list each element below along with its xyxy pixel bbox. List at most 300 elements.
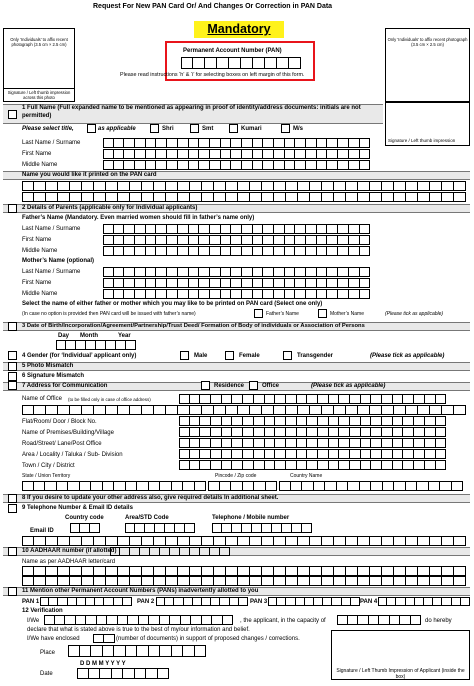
char-box[interactable]: [274, 289, 285, 299]
char-box[interactable]: [406, 192, 418, 202]
father-last-input[interactable]: [103, 224, 370, 234]
char-box[interactable]: [371, 438, 382, 448]
char-box[interactable]: [263, 246, 274, 256]
char-box[interactable]: [135, 278, 146, 288]
char-box[interactable]: [214, 192, 226, 202]
char-box[interactable]: [361, 394, 372, 404]
char-box[interactable]: [274, 138, 285, 148]
char-box[interactable]: [277, 57, 289, 69]
char-box[interactable]: [291, 481, 303, 491]
char-box[interactable]: [142, 536, 154, 546]
char-box[interactable]: [454, 192, 466, 202]
char-box[interactable]: [436, 449, 447, 459]
char-box[interactable]: [307, 460, 318, 470]
s6-margin-checkbox[interactable]: [8, 372, 17, 381]
char-box[interactable]: [317, 235, 328, 245]
char-box[interactable]: [124, 267, 135, 277]
char-box[interactable]: [167, 160, 178, 170]
smt-checkbox[interactable]: [190, 124, 199, 133]
char-box[interactable]: [210, 160, 221, 170]
char-box[interactable]: [254, 481, 266, 491]
char-box[interactable]: [265, 57, 277, 69]
char-box[interactable]: [339, 449, 350, 459]
char-box[interactable]: [226, 181, 238, 191]
char-box[interactable]: [382, 566, 394, 576]
char-box[interactable]: [179, 460, 190, 470]
char-box[interactable]: [178, 405, 190, 415]
char-box[interactable]: [178, 149, 189, 159]
char-box[interactable]: [318, 449, 329, 459]
char-box[interactable]: [114, 278, 125, 288]
char-box[interactable]: [221, 246, 232, 256]
char-box[interactable]: [211, 449, 222, 459]
char-box[interactable]: [142, 576, 154, 586]
char-box[interactable]: [318, 427, 329, 437]
residence-checkbox[interactable]: [201, 381, 210, 390]
char-box[interactable]: [349, 160, 360, 170]
char-box[interactable]: [332, 597, 341, 606]
char-box[interactable]: [430, 405, 442, 415]
char-box[interactable]: [94, 576, 106, 586]
s2-margin-checkbox[interactable]: [8, 204, 17, 213]
char-box[interactable]: [295, 149, 306, 159]
char-box[interactable]: [393, 460, 404, 470]
char-box[interactable]: [181, 615, 192, 625]
char-box[interactable]: [231, 224, 242, 234]
char-box[interactable]: [221, 235, 232, 245]
char-box[interactable]: [310, 536, 322, 546]
mobile-input[interactable]: [212, 523, 312, 533]
char-box[interactable]: [382, 438, 393, 448]
char-box[interactable]: [403, 449, 414, 459]
char-box[interactable]: [461, 597, 470, 606]
char-box[interactable]: [348, 481, 360, 491]
capacity-input[interactable]: [337, 615, 421, 625]
char-box[interactable]: [221, 267, 232, 277]
char-box[interactable]: [44, 615, 55, 625]
char-box[interactable]: [414, 427, 425, 437]
char-box[interactable]: [190, 438, 201, 448]
char-box[interactable]: [210, 224, 221, 234]
char-box[interactable]: [179, 438, 190, 448]
char-box[interactable]: [46, 576, 58, 586]
char-box[interactable]: [262, 523, 272, 533]
char-box[interactable]: [70, 566, 82, 576]
char-box[interactable]: [156, 278, 167, 288]
char-box[interactable]: [126, 481, 138, 491]
char-box[interactable]: [221, 149, 232, 159]
country-code-input[interactable]: [70, 523, 100, 533]
char-box[interactable]: [137, 481, 149, 491]
char-box[interactable]: [339, 394, 350, 404]
char-box[interactable]: [135, 523, 145, 533]
char-box[interactable]: [114, 138, 125, 148]
char-box[interactable]: [222, 416, 233, 426]
char-box[interactable]: [298, 576, 310, 586]
char-box[interactable]: [70, 523, 80, 533]
char-box[interactable]: [322, 566, 334, 576]
char-box[interactable]: [130, 536, 142, 546]
mother-name-checkbox[interactable]: [318, 309, 327, 318]
char-box[interactable]: [221, 289, 232, 299]
char-box[interactable]: [452, 597, 461, 606]
char-box[interactable]: [116, 340, 126, 350]
char-box[interactable]: [425, 438, 436, 448]
char-box[interactable]: [275, 438, 286, 448]
char-box[interactable]: [285, 267, 296, 277]
char-box[interactable]: [360, 267, 371, 277]
char-box[interactable]: [128, 615, 139, 625]
char-box[interactable]: [306, 149, 317, 159]
char-box[interactable]: [94, 181, 106, 191]
char-box[interactable]: [76, 340, 86, 350]
char-box[interactable]: [91, 645, 103, 657]
char-box[interactable]: [135, 138, 146, 148]
char-box[interactable]: [118, 576, 130, 586]
char-box[interactable]: [199, 224, 210, 234]
s5-margin-checkbox[interactable]: [8, 362, 17, 371]
char-box[interactable]: [231, 149, 242, 159]
char-box[interactable]: [262, 566, 274, 576]
char-box[interactable]: [189, 289, 200, 299]
char-box[interactable]: [254, 416, 265, 426]
char-box[interactable]: [393, 438, 404, 448]
char-box[interactable]: [70, 181, 82, 191]
char-box[interactable]: [140, 547, 150, 556]
char-box[interactable]: [295, 235, 306, 245]
char-box[interactable]: [130, 576, 142, 586]
first-name-input[interactable]: [103, 149, 370, 159]
char-box[interactable]: [166, 536, 178, 546]
char-box[interactable]: [253, 289, 264, 299]
char-box[interactable]: [346, 566, 358, 576]
char-box[interactable]: [103, 289, 114, 299]
char-box[interactable]: [454, 576, 466, 586]
char-box[interactable]: [414, 416, 425, 426]
char-box[interactable]: [350, 416, 361, 426]
mother-first-input[interactable]: [103, 278, 370, 288]
char-box[interactable]: [349, 278, 360, 288]
char-box[interactable]: [327, 224, 338, 234]
char-box[interactable]: [360, 278, 371, 288]
char-box[interactable]: [265, 438, 276, 448]
char-box[interactable]: [149, 645, 161, 657]
char-box[interactable]: [295, 224, 306, 234]
char-box[interactable]: [387, 597, 396, 606]
char-box[interactable]: [298, 566, 310, 576]
char-box[interactable]: [263, 289, 274, 299]
char-box[interactable]: [253, 246, 264, 256]
char-box[interactable]: [179, 394, 190, 404]
char-box[interactable]: [338, 235, 349, 245]
char-box[interactable]: [190, 576, 202, 586]
char-box[interactable]: [295, 138, 306, 148]
char-box[interactable]: [430, 536, 442, 546]
char-box[interactable]: [411, 615, 422, 625]
char-box[interactable]: [103, 224, 114, 234]
char-box[interactable]: [231, 235, 242, 245]
char-box[interactable]: [57, 481, 69, 491]
char-box[interactable]: [279, 481, 291, 491]
char-box[interactable]: [135, 149, 146, 159]
print-name-input-2[interactable]: [22, 192, 466, 202]
char-box[interactable]: [346, 536, 358, 546]
char-box[interactable]: [103, 246, 114, 256]
char-box[interactable]: [68, 481, 80, 491]
char-box[interactable]: [442, 405, 454, 415]
char-box[interactable]: [425, 427, 436, 437]
char-box[interactable]: [139, 615, 150, 625]
premises-input[interactable]: [179, 427, 446, 437]
char-box[interactable]: [285, 149, 296, 159]
s3-margin-checkbox[interactable]: [8, 322, 17, 331]
char-box[interactable]: [262, 405, 274, 415]
char-box[interactable]: [262, 181, 274, 191]
char-box[interactable]: [442, 181, 454, 191]
char-box[interactable]: [120, 547, 130, 556]
char-box[interactable]: [175, 523, 185, 533]
char-box[interactable]: [394, 181, 406, 191]
char-box[interactable]: [22, 405, 34, 415]
char-box[interactable]: [238, 576, 250, 586]
char-box[interactable]: [231, 246, 242, 256]
char-box[interactable]: [393, 416, 404, 426]
char-box[interactable]: [146, 235, 157, 245]
char-box[interactable]: [22, 192, 34, 202]
char-box[interactable]: [263, 138, 274, 148]
char-box[interactable]: [135, 289, 146, 299]
char-box[interactable]: [306, 289, 317, 299]
char-box[interactable]: [214, 181, 226, 191]
char-box[interactable]: [210, 235, 221, 245]
char-box[interactable]: [142, 405, 154, 415]
char-box[interactable]: [274, 566, 286, 576]
char-box[interactable]: [103, 149, 114, 159]
char-box[interactable]: [307, 416, 318, 426]
char-box[interactable]: [211, 438, 222, 448]
char-box[interactable]: [243, 416, 254, 426]
char-box[interactable]: [94, 566, 106, 576]
char-box[interactable]: [114, 597, 123, 606]
char-box[interactable]: [166, 566, 178, 576]
char-box[interactable]: [221, 278, 232, 288]
char-box[interactable]: [339, 460, 350, 470]
char-box[interactable]: [302, 481, 314, 491]
char-box[interactable]: [382, 536, 394, 546]
char-box[interactable]: [156, 267, 167, 277]
print-name-input-1[interactable]: [22, 181, 466, 191]
char-box[interactable]: [400, 615, 411, 625]
char-box[interactable]: [415, 597, 424, 606]
char-box[interactable]: [103, 645, 115, 657]
char-box[interactable]: [346, 192, 358, 202]
char-box[interactable]: [286, 536, 298, 546]
char-box[interactable]: [156, 160, 167, 170]
char-box[interactable]: [370, 576, 382, 586]
char-box[interactable]: [382, 181, 394, 191]
char-box[interactable]: [202, 536, 214, 546]
char-box[interactable]: [202, 192, 214, 202]
char-box[interactable]: [339, 416, 350, 426]
char-box[interactable]: [58, 566, 70, 576]
char-box[interactable]: [222, 460, 233, 470]
char-box[interactable]: [231, 278, 242, 288]
char-box[interactable]: [242, 149, 253, 159]
char-box[interactable]: [146, 668, 158, 679]
char-box[interactable]: [178, 289, 189, 299]
char-box[interactable]: [135, 235, 146, 245]
char-box[interactable]: [178, 566, 190, 576]
char-box[interactable]: [58, 192, 70, 202]
town-input[interactable]: [179, 460, 446, 470]
char-box[interactable]: [106, 340, 116, 350]
char-box[interactable]: [124, 235, 135, 245]
char-box[interactable]: [274, 192, 286, 202]
char-box[interactable]: [371, 449, 382, 459]
char-box[interactable]: [263, 278, 274, 288]
char-box[interactable]: [34, 566, 46, 576]
char-box[interactable]: [114, 246, 125, 256]
char-box[interactable]: [114, 149, 125, 159]
char-box[interactable]: [274, 160, 285, 170]
char-box[interactable]: [155, 523, 165, 533]
char-box[interactable]: [220, 547, 230, 556]
char-box[interactable]: [146, 149, 157, 159]
char-box[interactable]: [286, 405, 298, 415]
char-box[interactable]: [289, 57, 301, 69]
char-box[interactable]: [56, 340, 66, 350]
char-box[interactable]: [199, 278, 210, 288]
char-box[interactable]: [135, 224, 146, 234]
char-box[interactable]: [232, 416, 243, 426]
char-box[interactable]: [297, 427, 308, 437]
char-box[interactable]: [66, 340, 76, 350]
char-box[interactable]: [232, 523, 242, 533]
char-box[interactable]: [118, 181, 130, 191]
char-box[interactable]: [296, 597, 305, 606]
char-box[interactable]: [306, 235, 317, 245]
char-box[interactable]: [145, 523, 155, 533]
char-box[interactable]: [189, 224, 200, 234]
char-box[interactable]: [243, 449, 254, 459]
char-box[interactable]: [221, 224, 232, 234]
char-box[interactable]: [190, 566, 202, 576]
char-box[interactable]: [154, 181, 166, 191]
female-checkbox[interactable]: [225, 351, 234, 360]
char-box[interactable]: [243, 438, 254, 448]
char-box[interactable]: [94, 536, 106, 546]
char-box[interactable]: [454, 536, 466, 546]
mother-last-input[interactable]: [103, 267, 370, 277]
char-box[interactable]: [394, 566, 406, 576]
char-box[interactable]: [167, 289, 178, 299]
char-box[interactable]: [286, 181, 298, 191]
char-box[interactable]: [382, 405, 394, 415]
char-box[interactable]: [329, 438, 340, 448]
char-box[interactable]: [394, 481, 406, 491]
char-box[interactable]: [211, 416, 222, 426]
char-box[interactable]: [212, 615, 223, 625]
char-box[interactable]: [93, 634, 104, 643]
char-box[interactable]: [210, 246, 221, 256]
char-box[interactable]: [210, 138, 221, 148]
pan2-input[interactable]: [156, 597, 248, 606]
char-box[interactable]: [200, 438, 211, 448]
char-box[interactable]: [242, 160, 253, 170]
char-box[interactable]: [70, 536, 82, 546]
char-box[interactable]: [199, 149, 210, 159]
char-box[interactable]: [406, 536, 418, 546]
char-box[interactable]: [189, 278, 200, 288]
char-box[interactable]: [82, 192, 94, 202]
char-box[interactable]: [286, 416, 297, 426]
char-box[interactable]: [425, 449, 436, 459]
char-box[interactable]: [337, 615, 348, 625]
char-box[interactable]: [263, 224, 274, 234]
char-box[interactable]: [211, 597, 220, 606]
s1-margin-checkbox[interactable]: [8, 110, 17, 119]
char-box[interactable]: [346, 576, 358, 586]
char-box[interactable]: [337, 481, 349, 491]
char-box[interactable]: [77, 668, 89, 679]
char-box[interactable]: [130, 547, 140, 556]
char-box[interactable]: [124, 224, 135, 234]
char-box[interactable]: [361, 427, 372, 437]
aadhaar-name-input-1[interactable]: [22, 566, 466, 576]
char-box[interactable]: [95, 597, 104, 606]
char-box[interactable]: [322, 192, 334, 202]
office-checkbox[interactable]: [249, 381, 258, 390]
char-box[interactable]: [329, 460, 340, 470]
char-box[interactable]: [226, 405, 238, 415]
ms-checkbox[interactable]: [281, 124, 290, 133]
char-box[interactable]: [322, 181, 334, 191]
char-box[interactable]: [239, 597, 248, 606]
char-box[interactable]: [124, 246, 135, 256]
char-box[interactable]: [160, 481, 172, 491]
pincode-input[interactable]: [208, 481, 277, 491]
kumari-checkbox[interactable]: [229, 124, 238, 133]
char-box[interactable]: [154, 566, 166, 576]
s4-margin-checkbox[interactable]: [8, 351, 17, 360]
char-box[interactable]: [146, 267, 157, 277]
char-box[interactable]: [265, 460, 276, 470]
char-box[interactable]: [118, 566, 130, 576]
char-box[interactable]: [436, 438, 447, 448]
char-box[interactable]: [22, 181, 34, 191]
char-box[interactable]: [82, 536, 94, 546]
char-box[interactable]: [40, 597, 49, 606]
char-box[interactable]: [211, 460, 222, 470]
char-box[interactable]: [390, 615, 401, 625]
char-box[interactable]: [274, 267, 285, 277]
char-box[interactable]: [393, 394, 404, 404]
char-box[interactable]: [232, 427, 243, 437]
char-box[interactable]: [106, 181, 118, 191]
char-box[interactable]: [414, 460, 425, 470]
char-box[interactable]: [382, 460, 393, 470]
char-box[interactable]: [414, 438, 425, 448]
char-box[interactable]: [46, 536, 58, 546]
char-box[interactable]: [34, 405, 46, 415]
char-box[interactable]: [189, 235, 200, 245]
char-box[interactable]: [253, 138, 264, 148]
char-box[interactable]: [298, 181, 310, 191]
char-box[interactable]: [118, 192, 130, 202]
char-box[interactable]: [382, 449, 393, 459]
char-box[interactable]: [350, 438, 361, 448]
char-box[interactable]: [250, 566, 262, 576]
